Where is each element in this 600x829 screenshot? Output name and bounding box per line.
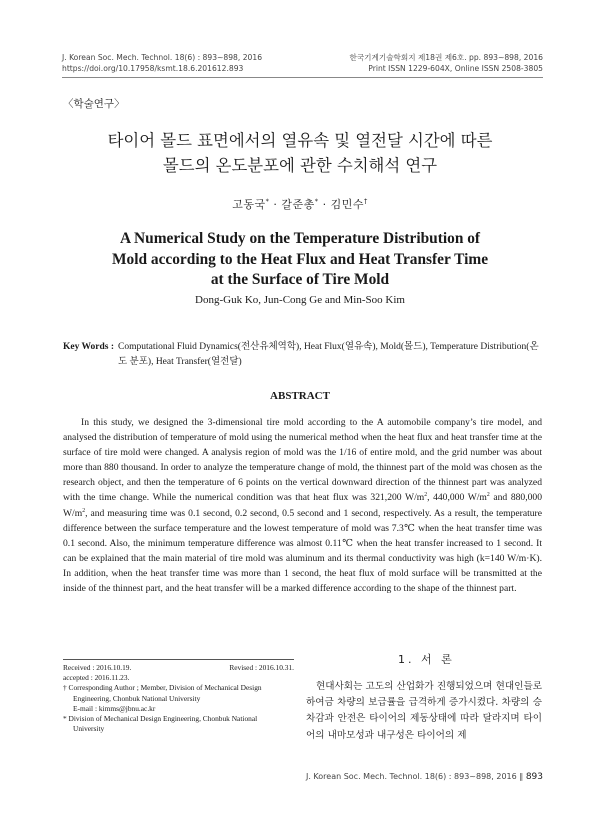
journal-citation: J. Korean Soc. Mech. Technol. 18(6) : 893~898, 2016 [62,53,263,62]
author-separator: · [269,198,282,211]
authors-korean [0,196,600,212]
author-3-korean: 김민수 [330,198,364,211]
author-1-mark: * [265,197,270,206]
keywords-block [63,340,542,370]
article-category: 〈학술연구〉 [63,98,125,110]
abstract-heading: ABSTRACT [270,390,330,402]
footnote-divider [63,659,294,660]
author-1-korean: 고동국 [232,198,266,211]
author-separator: · [318,198,331,211]
issn-line: Print ISSN 1229-604X, Online ISSN 2508-3805 [368,64,543,73]
title-english-line-1: A Numerical Study on the Temperature Distribution of [119,230,481,247]
corresponding-affiliation: Engineering, Chonbuk National University [73,693,201,703]
title-korean-line-2: 몰드의 온도분포에 관한 수치해석 연구 [162,156,438,175]
author-2-mark: * [314,197,319,206]
superscript: 2 [486,492,490,499]
title-english-line-2: Mold according to the Heat Flux and Heat Transfer Time [111,250,489,268]
page-footer [306,772,543,782]
authors-english: Dong-Guk Ko, Jun-Cong Ge and Min-Soo Kim [195,294,405,306]
footnotes [63,663,294,734]
doi-link[interactable]: https://doi.org/10.17958/ksmt.18.6.201612.893 [62,64,244,73]
abstract-text: , 440,000 W/m [427,492,487,504]
title-english [0,229,600,291]
abstract-text: In this study, we designed the 3-dimensional tire mold according to the A automobile company’s tire model, and analysed the distribution of temperature of mold using the numerical method when the heat flux and heat transfer time at the surface of tire mold were changed. A analysis region of mold was the 1/16 of entire mold, and the grid number was about more than 880 thousand. In order to analyze the temperature change of mold, the thinnest part of the mold was chosen as the research object, and then the temperature of 6 points on the vertical downward direction of the thinnest part was analyzed with the time change. While the numerical condition was that heat flux was 321,200 W/m [63,417,542,504]
introduction-body: 현대사회는 고도의 산업화가 진행되었으며 현대인들로 하여금 차량의 보급률을 급격하게 증가시켰다. 차량의 승차감과 안전은 타이어의 제동상태에 따라 달라지며 타이어의 내마모성과 내구성은 타이어의 제 [306,681,542,741]
footer-separator: ∥ [516,772,526,781]
header-divider [62,77,543,78]
abstract-text: , and measuring time was 0.1 second, 0.2 second, 0.5 second and 1 second, respectively. As a result, the temperature difference between the surface temperature and the lowest temperature of mold was 7.3℃ when the heat transfer time was 0.1 second. Also, the minimum temperature difference was almost 0.11℃ when the heat transfer increased to 1 second. It can be explained that the main material of tire mold was aluminum and its thermal conductivity was high (k=140 W/m·K). In addition, when the heat transfer time was more than 1 second, the heat flux of mold surface will be transmitted at the inside of the thinnest part, and the heat transfer will be a marked difference according to the shape of the thinnest part. [63,507,542,595]
keywords-text: Computational Fluid Dynamics(전산유체역학), Heat Flux(열유속), Mold(몰드), Temperature Distribution(온도 분포), Heat Transfer(열전달) [118,342,539,367]
title-english-line-3: at the Surface of Tire Mold [210,271,390,289]
footer-citation: J. Korean Soc. Mech. Technol. 18(6) : 893~898, 2016 [305,772,517,781]
superscript: 2 [424,492,428,499]
received-date: Received : 2016.10.19. [63,663,132,672]
keywords-label: Key Words : [63,342,115,352]
coauthor-affiliation-cont: University [73,724,105,734]
running-header-right [350,52,543,74]
author-3-mark: † [363,197,368,206]
journal-citation-korean: 한국기계기술학회지 제18권 제6호. pp. 893~898, 2016 [349,53,543,62]
coauthor-affiliation: * Division of Mechanical Design Engineering, Chonbuk National [63,714,258,724]
footnote-dates [63,663,294,673]
abstract-text: and 880,000 W/m [63,492,542,519]
title-korean-line-1: 타이어 몰드 표면에서의 열유속 및 열전달 시간에 따른 [107,131,493,150]
title-korean [0,128,600,178]
author-2-korean: 갈준총 [281,198,315,211]
running-header-left [62,52,262,74]
corresponding-author: † Corresponding Author ; Member, Division of Mechanical Design [63,683,262,693]
abstract-body [63,415,542,596]
section-heading-introduction: 1. 서 론 [398,653,455,666]
accepted-date: accepted : 2016.11.23. [63,673,130,683]
superscript: 2 [82,507,86,514]
page-number: 893 [525,772,543,782]
author-email[interactable]: E-mail : kimms@jbnu.ac.kr [73,703,156,713]
revised-date: Revised : 2016.10.31. [229,663,294,672]
